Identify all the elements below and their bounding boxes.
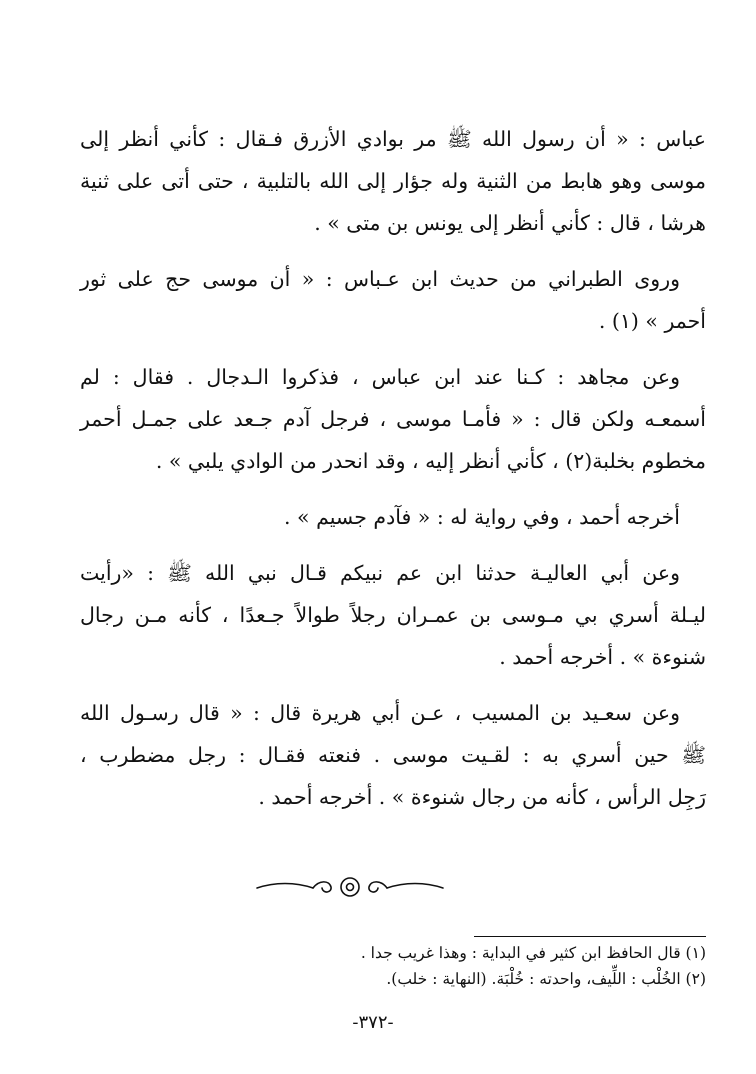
footnote-2: (٢) الخُلْب : اللِّيف، واحدته : خُلْبَة. (النهاية : خلب). [386,970,706,988]
page-number: -٣٧٢- [352,1012,394,1033]
text-line: وعن سعـيد بن المسيب ، عـن أبي هريرة قال : « قال رسـول الله [80,701,680,725]
text-line: عباس : « أن رسول الله ﷺ مر بوادي الأزرق فـقال : كأني أنظر إلى [80,127,706,151]
text-line: وعن مجاهد : كـنا عند ابن عباس ، فذكروا الـدجال . فقال : لم [80,365,680,389]
footnotes [230,940,706,992]
footnote-divider [474,936,706,937]
text-line: وروى الطبراني من حديث ابن عـباس : « أن موسى حج على ثور [80,267,680,291]
text-line: وعن أبي العاليـة حدثنا ابن عم نبيكم قـال نبي الله ﷺ : «رأيت [80,561,680,585]
paragraph-2 [80,258,706,342]
text-line: أسمعـه ولكن قال : « فأمـا موسى ، فرجل آدم جـعد على جمـل أحمر [80,407,706,431]
text-line: رَجِل الرأس ، كأنه من رجال شنوءة » . أخرجه أحمد . [258,785,706,809]
footnote-1: (١) قال الحافظ ابن كثير في البداية : وهذا غريب جدا . [360,944,706,962]
paragraph-4 [80,496,706,538]
main-text [80,118,706,832]
text-line: مخطوم بخلبة(٢) ، كأني أنظر إليه ، وقد انحدر من الوادي يلبي » . [155,449,706,473]
text-line: ليـلة أسري بي مـوسى بن عمـران رجلاً طوالاً جـعدًا ، كأنه مـن رجال [80,603,706,627]
text-line: هرشا ، قال : كأني أنظر إلى يونس بن متى » . [314,211,706,235]
text-line: ﷺ حين أسري به : لقـيت موسى . فنعته فقـال : رجل مضطرب ، [80,743,706,767]
paragraph-6 [80,692,706,818]
text-line: شنوءة » . أخرجه أحمد . [499,645,706,669]
text-line: موسى وهو هابط من الثنية وله جؤار إلى الله بالتلبية ، حتى أتى على ثنية [80,169,706,193]
paragraph-3 [80,356,706,482]
paragraph-1 [80,118,706,244]
text-line: أحمر » (١) . [598,309,706,333]
paragraph-5 [80,552,706,678]
decorative-flourish-icon [255,872,445,902]
text-line: أخرجه أحمد ، وفي رواية له : « فآدم جسيم » . [284,505,680,529]
